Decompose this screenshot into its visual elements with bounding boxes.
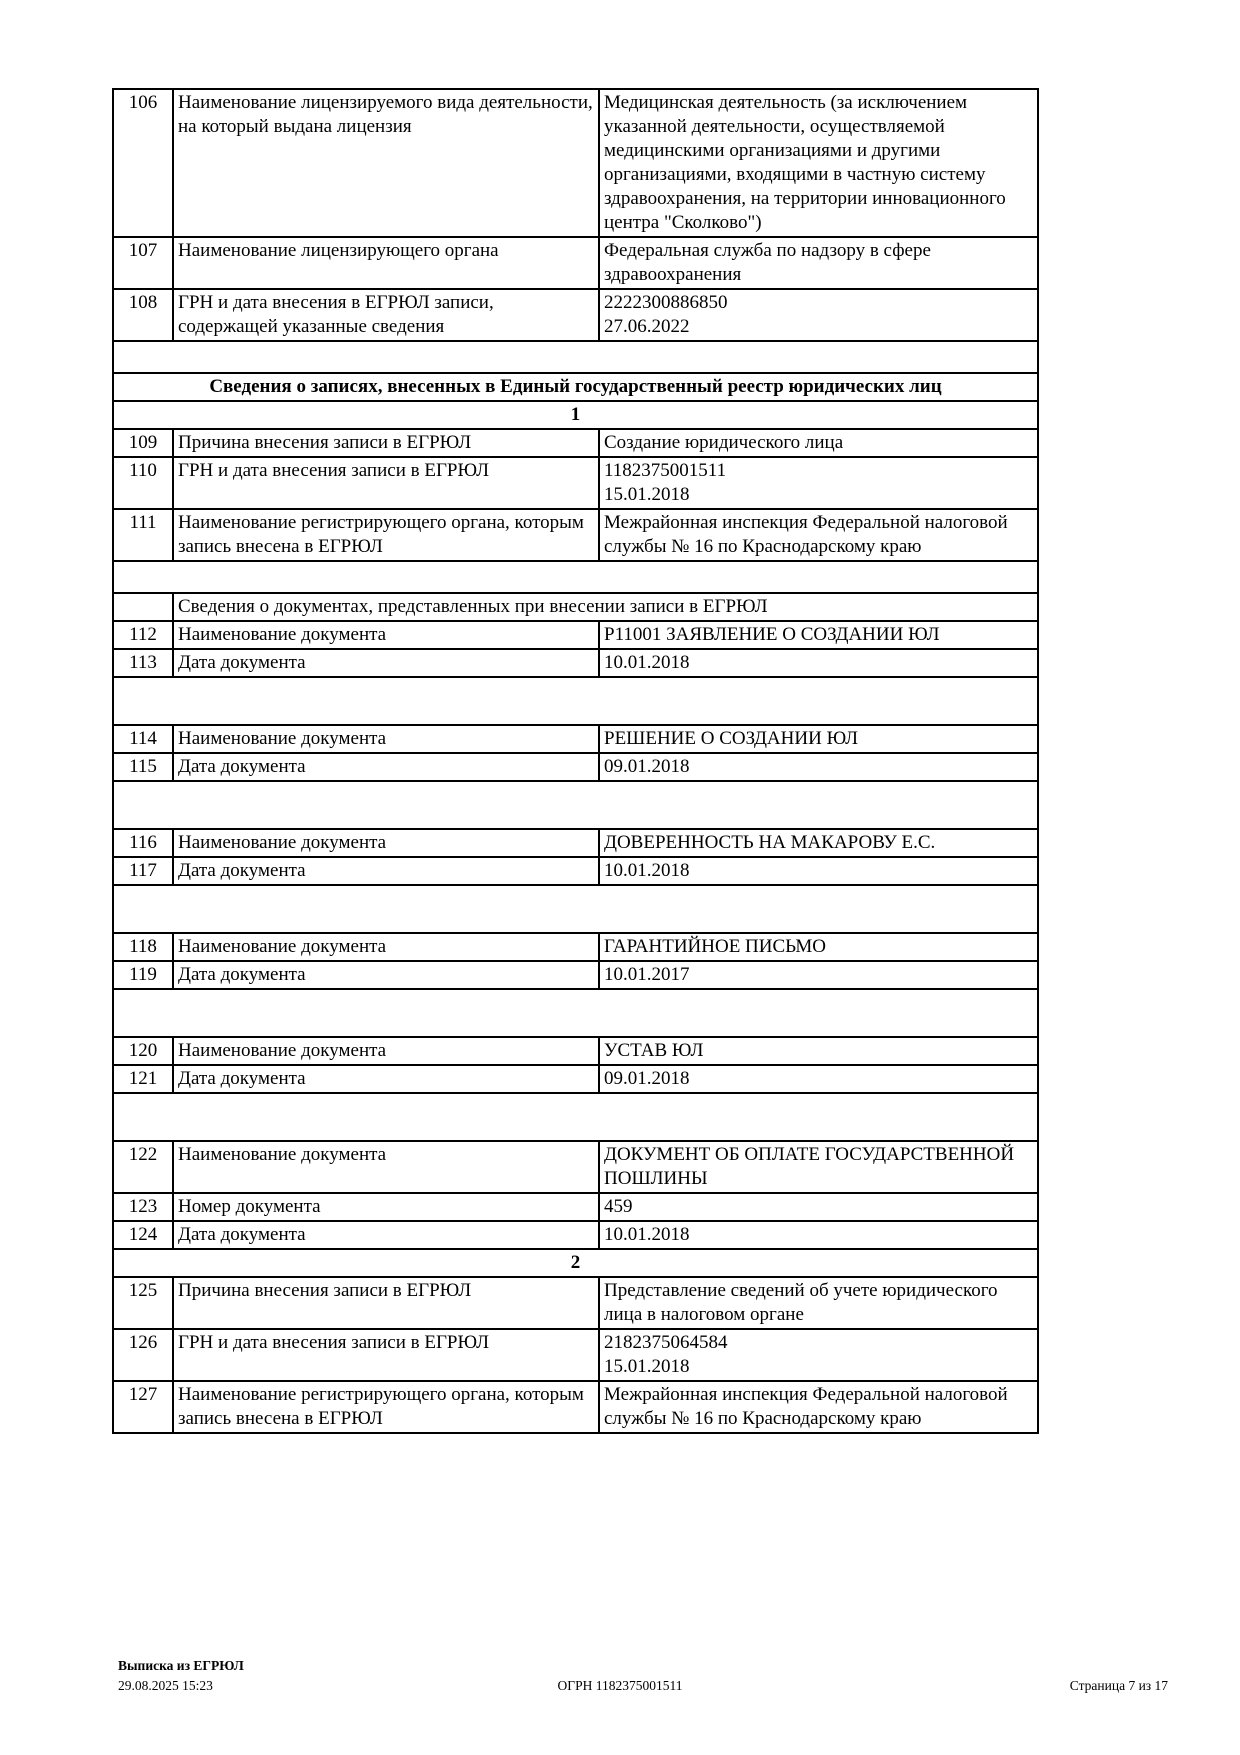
field-value: 09.01.2018: [599, 1065, 1038, 1093]
field-label: Дата документа: [173, 649, 599, 677]
table-row: [113, 561, 1038, 593]
row-number: 107: [113, 237, 173, 289]
field-label: Дата документа: [173, 1065, 599, 1093]
spacer-cell: [113, 781, 1038, 829]
table-row: [113, 677, 1038, 725]
table-row: [113, 509, 1038, 561]
footer-page-number: Страница 7 из 17: [1069, 1678, 1168, 1693]
row-number: 112: [113, 621, 173, 649]
section-header: Сведения о записях, внесенных в Единый государственный реестр юридических лиц: [113, 373, 1038, 401]
field-value: 10.01.2018: [599, 1221, 1038, 1249]
field-value: ДОКУМЕНТ ОБ ОПЛАТЕ ГОСУДАРСТВЕННОЙ ПОШЛИНЫ: [599, 1141, 1038, 1193]
spacer-cell: [113, 1093, 1038, 1141]
field-label: Наименование лицензирующего органа: [173, 237, 599, 289]
table-row: [113, 1329, 1038, 1381]
field-value-line: 27.06.2022: [604, 316, 690, 337]
table-row: [113, 1381, 1038, 1433]
table-row: [113, 781, 1038, 829]
field-value-line: 1182375001511: [604, 460, 727, 481]
table-row: [113, 373, 1038, 401]
field-label: ГРН и дата внесения записи в ЕГРЮЛ: [173, 457, 599, 509]
row-number: 117: [113, 857, 173, 885]
field-value: Р11001 ЗАЯВЛЕНИЕ О СОЗДАНИИ ЮЛ: [599, 621, 1038, 649]
field-label: Дата документа: [173, 1221, 599, 1249]
row-number: 116: [113, 829, 173, 857]
table-row: [113, 1093, 1038, 1141]
table-row: [113, 1037, 1038, 1065]
table-row: [113, 829, 1038, 857]
table-row: [113, 649, 1038, 677]
field-label: Дата документа: [173, 753, 599, 781]
table-row: [113, 1065, 1038, 1093]
row-number: 113: [113, 649, 173, 677]
field-value: Федеральная служба по надзору в сфере здравоохранения: [599, 237, 1038, 289]
row-number: 118: [113, 933, 173, 961]
field-label: Наименование документа: [173, 933, 599, 961]
field-value: 10.01.2018: [599, 649, 1038, 677]
field-label: Номер документа: [173, 1193, 599, 1221]
row-number: 123: [113, 1193, 173, 1221]
documents-subheader: Сведения о документах, представленных при внесении записи в ЕГРЮЛ: [173, 593, 1038, 621]
table-row: [113, 989, 1038, 1037]
table-row: [113, 593, 1038, 621]
table-row: [113, 857, 1038, 885]
field-label: Наименование регистрирующего органа, которым запись внесена в ЕГРЮЛ: [173, 509, 599, 561]
field-value: Создание юридического лица: [599, 429, 1038, 457]
row-number: 121: [113, 1065, 173, 1093]
field-label: Наименование документа: [173, 1141, 599, 1193]
table-row: [113, 289, 1038, 341]
field-label: Наименование документа: [173, 1037, 599, 1065]
field-label: ГРН и дата внесения записи в ЕГРЮЛ: [173, 1329, 599, 1381]
table-row: [113, 457, 1038, 509]
field-label: Наименование лицензируемого вида деятельности, на который выдана лицензия: [173, 89, 599, 237]
row-number: 120: [113, 1037, 173, 1065]
spacer-cell: [113, 561, 1038, 593]
field-label: Причина внесения записи в ЕГРЮЛ: [173, 429, 599, 457]
footer-ogrn: ОГРН 1182375001511: [557, 1678, 683, 1693]
field-value: РЕШЕНИЕ О СОЗДАНИИ ЮЛ: [599, 725, 1038, 753]
field-label: ГРН и дата внесения в ЕГРЮЛ записи, содержащей указанные сведения: [173, 289, 599, 341]
egrul-extract-page: [112, 88, 1037, 1434]
table-row: [113, 1249, 1038, 1277]
field-value-line: 15.01.2018: [604, 1356, 690, 1377]
footer-doc-type: Выписка из ЕГРЮЛ: [118, 1658, 244, 1673]
table-row: [113, 1277, 1038, 1329]
field-value: Медицинская деятельность (за исключением указанной деятельности, осуществляемой медицинскими организациями и другими организациями, входящими в частную систему здравоохранения, на территории инновационного центра "Сколково"): [599, 89, 1038, 237]
field-value: Представление сведений об учете юридического лица в налоговом органе: [599, 1277, 1038, 1329]
table-row: [113, 753, 1038, 781]
spacer-cell: [113, 341, 1038, 373]
row-number: 127: [113, 1381, 173, 1433]
spacer-cell: [113, 989, 1038, 1037]
row-number: 109: [113, 429, 173, 457]
table-row: [113, 885, 1038, 933]
record-sequence-number: 2: [113, 1249, 1038, 1277]
field-value: 459: [599, 1193, 1038, 1221]
table-row: [113, 89, 1038, 237]
field-value: 10.01.2018: [599, 857, 1038, 885]
spacer-cell: [113, 677, 1038, 725]
table-row: [113, 429, 1038, 457]
row-number-empty: [113, 593, 173, 621]
table-row: [113, 961, 1038, 989]
field-value-line: 15.01.2018: [604, 484, 690, 505]
field-label: Наименование документа: [173, 621, 599, 649]
table-row: [113, 1221, 1038, 1249]
row-number: 124: [113, 1221, 173, 1249]
egrul-records-table: [112, 88, 1039, 1434]
field-value: 10.01.2017: [599, 961, 1038, 989]
field-value: Межрайонная инспекция Федеральной налоговой службы № 16 по Краснодарскому краю: [599, 509, 1038, 561]
row-number: 115: [113, 753, 173, 781]
row-number: 111: [113, 509, 173, 561]
table-row: [113, 933, 1038, 961]
field-value: УСТАВ ЮЛ: [599, 1037, 1038, 1065]
table-row: [113, 621, 1038, 649]
field-value-line: 2182375064584: [604, 1332, 728, 1353]
table-row: [113, 725, 1038, 753]
field-value: ГАРАНТИЙНОЕ ПИСЬМО: [599, 933, 1038, 961]
field-label: Наименование регистрирующего органа, которым запись внесена в ЕГРЮЛ: [173, 1381, 599, 1433]
record-sequence-number: 1: [113, 401, 1038, 429]
field-value: 09.01.2018: [599, 753, 1038, 781]
row-number: 110: [113, 457, 173, 509]
field-value: [599, 289, 1038, 341]
table-row: [113, 401, 1038, 429]
row-number: 125: [113, 1277, 173, 1329]
table-row: [113, 1193, 1038, 1221]
field-value: [599, 1329, 1038, 1381]
table-row: [113, 237, 1038, 289]
field-value: ДОВЕРЕННОСТЬ НА МАКАРОВУ Е.С.: [599, 829, 1038, 857]
footer-timestamp: 29.08.2025 15:23: [118, 1678, 213, 1693]
row-number: 106: [113, 89, 173, 237]
field-label: Дата документа: [173, 961, 599, 989]
row-number: 114: [113, 725, 173, 753]
field-label: Дата документа: [173, 857, 599, 885]
field-value-line: 2222300886850: [604, 292, 728, 313]
row-number: 119: [113, 961, 173, 989]
field-value: Межрайонная инспекция Федеральной налоговой службы № 16 по Краснодарскому краю: [599, 1381, 1038, 1433]
field-label: Наименование документа: [173, 829, 599, 857]
row-number: 108: [113, 289, 173, 341]
row-number: 126: [113, 1329, 173, 1381]
field-label: Причина внесения записи в ЕГРЮЛ: [173, 1277, 599, 1329]
table-row: [113, 1141, 1038, 1193]
table-row: [113, 341, 1038, 373]
spacer-cell: [113, 885, 1038, 933]
field-value: [599, 457, 1038, 509]
field-label: Наименование документа: [173, 725, 599, 753]
row-number: 122: [113, 1141, 173, 1193]
